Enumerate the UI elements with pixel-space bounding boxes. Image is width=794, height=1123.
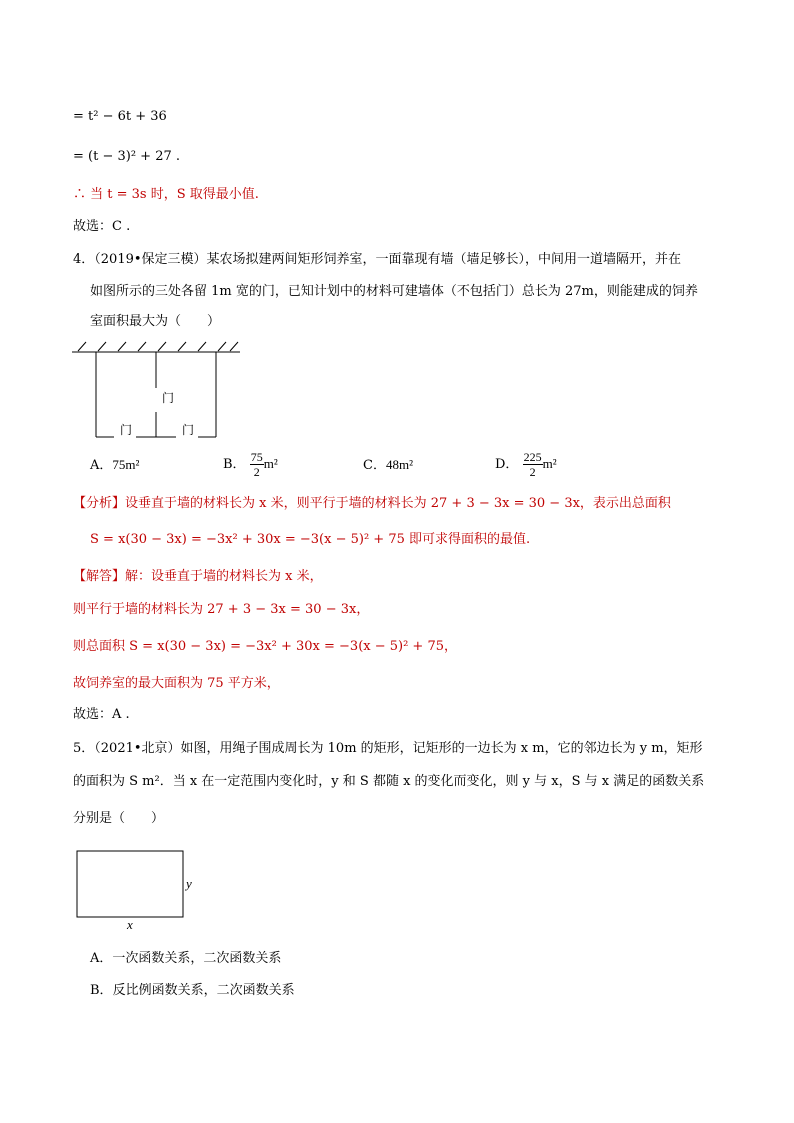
fraction: $\frac{225}{2}$ [523, 450, 542, 479]
math-line-1: = t² − 6t + 36 [73, 109, 167, 124]
q4-wall-diagram [70, 340, 245, 442]
fraction: $\frac{75}{2}$ [250, 450, 263, 479]
door-label-right: 门 [182, 423, 195, 437]
q4-stem-line-2: 如图所示的三处各留 1m 宽的门，已知计划中的材料可建墙体（不包括门）总长为 27m，则能建成的饲养 [90, 284, 698, 299]
q5-stem-line-2: 的面积为 S m²．当 x 在一定范围内变化时，y 和 S 都随 x 的变化而变化，则 y 与 x，S 与 x 满足的函数关系 [73, 774, 705, 789]
q4-option-a: A．75m² [90, 457, 140, 473]
q4-stem-line-1: 4．（2019•保定三模）某农场拟建两间矩形饲养室，一面靠现有墙（墙足够长），中间用一道墙隔开，并在 [73, 252, 682, 267]
q4-analysis-line-2: S = x(30 − 3x) = −3x² + 30x = −3(x − 5)² + 75 即可求得面积的最值. [90, 532, 531, 547]
q4-option-c: C．48m² [363, 457, 413, 473]
door-label-middle: 门 [162, 391, 175, 405]
q4-answer-line-2: 则平行于墙的材料长为 27 + 3 − 3x = 30 − 3x， [73, 602, 370, 617]
q4-answer: 故选：A . [73, 707, 130, 722]
q5-option-b: B．反比例函数关系，二次函数关系 [90, 983, 295, 998]
q5-stem-line-1: 5．（2021•北京）如图，用绳子围成周长为 10m 的矩形，记矩形的一边长为 x m，它的邻边长为 y m，矩形 [73, 741, 703, 756]
door-label-left: 门 [120, 423, 133, 437]
side-label-y: y [186, 876, 192, 891]
q5-option-a: A．一次函数关系，二次函数关系 [90, 951, 282, 966]
q4-option-d: D． $\frac{225}{2}$ m² [495, 450, 557, 479]
q4-answer-line-4: 故饲养室的最大面积为 75 平方米， [73, 676, 280, 691]
side-label-x: x [127, 917, 133, 932]
conclusion-line: ∴ 当 t = 3s 时，S 取得最小值. [73, 187, 259, 202]
q5-rectangle-diagram [70, 845, 205, 935]
q4-answer-line-1: 【解答】解：设垂直于墙的材料长为 x 米， [73, 569, 323, 584]
math-line-2: = (t − 3)² + 27 . [73, 149, 180, 164]
q4-analysis-line-1: 【分析】设垂直于墙的材料长为 x 米，则平行于墙的材料长为 27 + 3 − 3x = 30 − 3x，表示出总面积 [73, 496, 671, 511]
rope-rectangle [77, 851, 183, 917]
q4-stem-line-3: 室面积最大为（ ） [90, 314, 221, 329]
previous-answer: 故选：C . [73, 219, 131, 234]
q4-answer-line-3: 则总面积 S = x(30 − 3x) = −3x² + 30x = −3(x − 5)² + 75， [73, 639, 458, 654]
q4-option-b: B． $\frac{75}{2}$ m² [223, 450, 278, 479]
q5-stem-line-3: 分别是（ ） [73, 811, 165, 826]
